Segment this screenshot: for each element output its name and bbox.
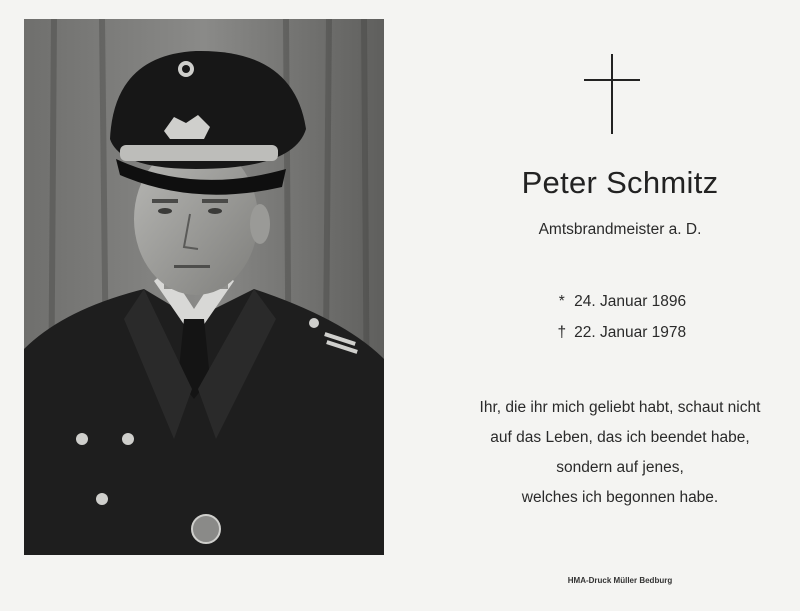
latin-cross-icon: [584, 54, 640, 134]
verse-line: sondern auf jenes,: [556, 459, 684, 476]
death-dagger-icon: †: [557, 324, 567, 341]
portrait-photo: [24, 19, 384, 555]
birth-star-icon: *: [558, 293, 565, 310]
verse-line: auf das Leben, das ich beendet habe,: [490, 429, 750, 446]
verse-line: welches ich begonnen habe.: [521, 489, 719, 506]
printer-credit: HMA-Druck Müller Bedburg: [567, 576, 673, 585]
life-dates: [440, 291, 800, 353]
death-date: 22. Januar 1978: [574, 324, 687, 341]
death-date-row: [440, 322, 800, 353]
memorial-verse: [440, 397, 800, 517]
birth-date: 24. Januar 1896: [574, 293, 687, 310]
deceased-rank: Amtsbrandmeister a. D.: [538, 221, 702, 238]
birth-date-row: [440, 291, 800, 322]
deceased-name: Peter Schmitz: [521, 165, 719, 200]
portrait-image: [24, 19, 384, 555]
verse-line: Ihr, die ihr mich geliebt habt, schaut nicht: [479, 399, 761, 416]
